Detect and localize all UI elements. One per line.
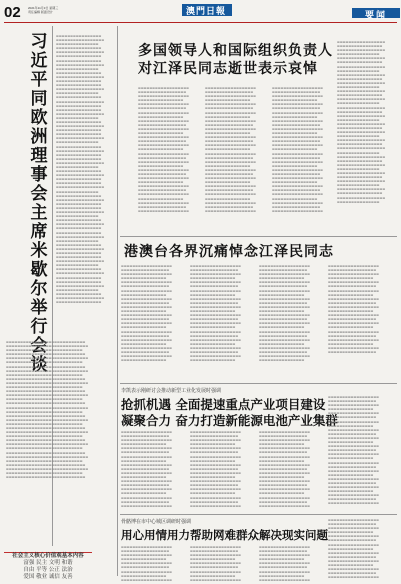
date-meta xyxy=(28,6,88,14)
bottom-story-col-2 xyxy=(190,430,256,510)
mid-story-col-2 xyxy=(190,264,256,380)
bottom-story-col-4 xyxy=(328,395,397,510)
body-text-placeholder: ▬▬▬▬▬▬▬▬▬▬▬▬▬▬▬▬▬▬ ▬▬▬▬▬▬▬▬▬▬▬▬▬▬▬▬▬ ▬▬▬▬▬▬▬▬▬▬▬▬▬▬▬▬▬▬ ▬▬▬▬▬▬▬▬▬▬▬▬▬▬▬▬ ▬▬▬▬▬▬▬▬▬▬▬▬▬▬▬▬▬▬ ▬▬▬▬▬▬▬▬▬▬▬▬▬▬▬▬▬ ▬▬▬▬▬▬▬▬▬▬▬▬▬▬▬▬▬▬ ▬▬▬▬▬▬▬▬▬▬▬▬▬▬▬▬ ▬▬▬▬▬▬▬▬▬▬▬▬▬▬▬▬▬▬ ▬▬▬▬▬▬▬▬▬▬▬▬▬▬▬▬▬ ▬▬▬▬▬▬▬▬▬▬▬▬▬▬▬▬▬▬ ▬▬▬▬▬▬▬▬▬▬▬▬▬▬▬▬ ▬▬▬▬▬▬▬▬▬▬▬▬▬▬▬▬▬▬ ▬▬▬▬▬▬▬▬▬▬▬▬▬▬▬▬▬ ▬▬▬▬▬▬▬▬▬▬▬▬▬▬▬▬▬▬ ▬▬▬▬▬▬▬▬▬▬▬▬▬▬▬▬ ▬▬▬▬▬▬▬▬▬▬▬▬▬▬▬▬▬▬ ▬▬▬▬▬▬▬▬▬▬▬▬▬▬▬▬▬ ▬▬▬▬▬▬▬▬▬▬▬▬▬▬▬▬▬▬ xyxy=(259,430,311,508)
bottom-story-kicker: 李凯表示刚研讨会推动新型工业化发展时强调 xyxy=(121,388,222,394)
body-text-placeholder: ▬▬▬▬▬▬▬▬▬▬▬▬▬▬▬▬▬▬ ▬▬▬▬▬▬▬▬▬▬▬▬▬▬▬▬▬ ▬▬▬▬▬▬▬▬▬▬▬▬▬▬▬▬▬▬ ▬▬▬▬▬▬▬▬▬▬▬▬▬▬▬▬ ▬▬▬▬▬▬▬▬▬▬▬▬▬▬▬▬▬▬ ▬▬▬▬▬▬▬▬▬▬▬▬▬▬▬▬▬ ▬▬▬▬▬▬▬▬▬▬▬▬▬▬▬▬▬▬ ▬▬▬▬▬▬▬▬▬▬▬▬▬▬▬▬ ▬▬▬▬▬▬▬▬▬▬▬▬▬▬▬▬▬▬ ▬▬▬▬▬▬▬▬▬▬▬▬▬▬▬▬▬ ▬▬▬▬▬▬▬▬▬▬▬▬▬▬▬▬▬▬ ▬▬▬▬▬▬▬▬▬▬▬▬▬▬▬▬ ▬▬▬▬▬▬▬▬▬▬▬▬▬▬▬▬▬▬ ▬▬▬▬▬▬▬▬▬▬▬▬▬▬▬▬▬ ▬▬▬▬▬▬▬▬▬▬▬▬▬▬▬▬▬▬ ▬▬▬▬▬▬▬▬▬▬▬▬▬▬▬▬ ▬▬▬▬▬▬▬▬▬▬▬▬▬▬▬▬▬▬ ▬▬▬▬▬▬▬▬▬▬▬▬▬▬▬▬▬ ▬▬▬▬▬▬▬▬▬▬▬▬▬▬▬▬▬▬ xyxy=(121,430,173,508)
top-story-col-1 xyxy=(138,86,202,231)
top-story-col-4 xyxy=(337,40,397,231)
lead-body-col-2 xyxy=(6,340,114,545)
body-text-placeholder: ▬▬▬▬▬▬▬▬▬▬▬▬▬▬▬▬▬▬ ▬▬▬▬▬▬▬▬▬▬▬▬▬▬▬▬▬ ▬▬▬▬▬▬▬▬▬▬▬▬▬▬▬▬▬▬ ▬▬▬▬▬▬▬▬▬▬▬▬▬▬▬▬ ▬▬▬▬▬▬▬▬▬▬▬▬▬▬▬▬▬▬ ▬▬▬▬▬▬▬▬▬▬▬▬▬▬▬▬▬ ▬▬▬▬▬▬▬▬▬▬▬▬▬▬▬▬▬▬ ▬▬▬▬▬▬▬▬▬▬▬▬▬▬▬▬ ▬▬▬▬▬▬▬▬▬▬▬▬▬▬▬▬▬▬ xyxy=(259,545,311,582)
top-story-headline-line-1: 多国领导人和国际组织负责人 xyxy=(138,43,333,59)
column-divider xyxy=(117,26,118,576)
body-text-placeholder: ▬▬▬▬▬▬▬▬▬▬▬▬▬▬▬▬▬▬ ▬▬▬▬▬▬▬▬▬▬▬▬▬▬▬▬▬ ▬▬▬▬▬▬▬▬▬▬▬▬▬▬▬▬▬▬ ▬▬▬▬▬▬▬▬▬▬▬▬▬▬▬▬ ▬▬▬▬▬▬▬▬▬▬▬▬▬▬▬▬▬▬ ▬▬▬▬▬▬▬▬▬▬▬▬▬▬▬▬▬ ▬▬▬▬▬▬▬▬▬▬▬▬▬▬▬▬▬▬ ▬▬▬▬▬▬▬▬▬▬▬▬▬▬▬▬ ▬▬▬▬▬▬▬▬▬▬▬▬▬▬▬▬▬▬ ▬▬▬▬▬▬▬▬▬▬▬▬▬▬▬▬▬ ▬▬▬▬▬▬▬▬▬▬▬▬▬▬▬▬▬▬ ▬▬▬▬▬▬▬▬▬▬▬▬▬▬▬▬ ▬▬▬▬▬▬▬▬▬▬▬▬▬▬▬▬▬▬ ▬▬▬▬▬▬▬▬▬▬▬▬▬▬▬▬▬ ▬▬▬▬▬▬▬▬▬▬▬▬▬▬▬▬▬▬ ▬▬▬▬▬▬▬▬▬▬▬▬▬▬▬▬ ▬▬▬▬▬▬▬▬▬▬▬▬▬▬▬▬▬▬ ▬▬▬▬▬▬▬▬▬▬▬▬▬▬▬▬▬ ▬▬▬▬▬▬▬▬▬▬▬▬▬▬▬▬▬▬ xyxy=(190,430,242,508)
editor-meta: 责任编辑 版面设计 xyxy=(28,10,53,14)
body-text-placeholder: ▬▬▬▬▬▬▬▬▬▬▬▬▬▬▬▬▬▬ ▬▬▬▬▬▬▬▬▬▬▬▬▬▬▬▬▬ ▬▬▬▬▬▬▬▬▬▬▬▬▬▬▬▬▬▬ ▬▬▬▬▬▬▬▬▬▬▬▬▬▬▬▬ ▬▬▬▬▬▬▬▬▬▬▬▬▬▬▬▬▬▬ ▬▬▬▬▬▬▬▬▬▬▬▬▬▬▬▬▬ ▬▬▬▬▬▬▬▬▬▬▬▬▬▬▬▬▬▬ ▬▬▬▬▬▬▬▬▬▬▬▬▬▬▬▬ ▬▬▬▬▬▬▬▬▬▬▬▬▬▬▬▬▬▬ ▬▬▬▬▬▬▬▬▬▬▬▬▬▬▬▬▬ ▬▬▬▬▬▬▬▬▬▬▬▬▬▬▬▬▬▬ ▬▬▬▬▬▬▬▬▬▬▬▬▬▬▬▬ ▬▬▬▬▬▬▬▬▬▬▬▬▬▬▬▬▬▬ ▬▬▬▬▬▬▬▬▬▬▬▬▬▬▬▬▬ ▬▬▬▬▬▬▬▬▬▬▬▬▬▬▬▬▬▬ ▬▬▬▬▬▬▬▬▬▬▬▬▬▬▬▬ ▬▬▬▬▬▬▬▬▬▬▬▬▬▬▬▬▬▬ ▬▬▬▬▬▬▬▬▬▬▬▬▬▬▬▬▬ ▬▬▬▬▬▬▬▬▬▬▬▬▬▬▬▬▬▬ ▬▬▬▬▬▬▬▬▬▬▬▬▬▬▬▬ ▬▬▬▬▬▬▬▬▬▬▬▬▬▬▬▬▬▬ ▬▬▬▬▬▬▬▬▬▬▬▬▬▬▬▬▬ ▬▬▬▬▬▬▬▬▬▬▬▬▬▬▬▬▬▬ ▬▬▬▬▬▬▬▬▬▬▬▬▬▬▬▬ xyxy=(121,264,173,363)
core-values-title: 社会主义核心价值观基本内容 xyxy=(12,553,84,559)
masthead-rule xyxy=(4,22,397,23)
body-text-placeholder: ▬▬▬▬▬▬▬▬▬▬▬▬▬▬▬▬▬▬ ▬▬▬▬▬▬▬▬▬▬▬▬▬▬▬▬▬ ▬▬▬▬▬▬▬▬▬▬▬▬▬▬▬▬▬▬ ▬▬▬▬▬▬▬▬▬▬▬▬▬▬▬▬ ▬▬▬▬▬▬▬▬▬▬▬▬▬▬▬▬▬▬ ▬▬▬▬▬▬▬▬▬▬▬▬▬▬▬▬▬ ▬▬▬▬▬▬▬▬▬▬▬▬▬▬▬▬▬▬ ▬▬▬▬▬▬▬▬▬▬▬▬▬▬▬▬ ▬▬▬▬▬▬▬▬▬▬▬▬▬▬▬▬▬▬ ▬▬▬▬▬▬▬▬▬▬▬▬▬▬▬▬▬ ▬▬▬▬▬▬▬▬▬▬▬▬▬▬▬▬▬▬ ▬▬▬▬▬▬▬▬▬▬▬▬▬▬▬▬ ▬▬▬▬▬▬▬▬▬▬▬▬▬▬▬▬▬▬ ▬▬▬▬▬▬▬▬▬▬▬▬▬▬▬▬▬ ▬▬▬▬▬▬▬▬▬▬▬▬▬▬▬▬▬▬ ▬▬▬▬▬▬▬▬▬▬▬▬▬▬▬▬ ▬▬▬▬▬▬▬▬▬▬▬▬▬▬▬▬▬▬ ▬▬▬▬▬▬▬▬▬▬▬▬▬▬▬▬▬ ▬▬▬▬▬▬▬▬▬▬▬▬▬▬▬▬▬▬ ▬▬▬▬▬▬▬▬▬▬▬▬▬▬▬▬ ▬▬▬▬▬▬▬▬▬▬▬▬▬▬▬▬▬▬ ▬▬▬▬▬▬▬▬▬▬▬▬▬▬▬▬▬ ▬▬▬▬▬▬▬▬▬▬▬▬▬▬▬▬▬▬ ▬▬▬▬▬▬▬▬▬▬▬▬▬▬▬▬ ▬▬▬▬▬▬▬▬▬▬▬▬▬▬▬▬▬▬ ▬▬▬▬▬▬▬▬▬▬▬▬▬▬▬▬▬ ▬▬▬▬▬▬▬▬▬▬▬▬▬▬▬▬▬▬ ▬▬▬▬▬▬▬▬▬▬▬▬▬▬▬▬ ▬▬▬▬▬▬▬▬▬▬▬▬▬▬▬▬▬▬ ▬▬▬▬▬▬▬▬▬▬▬▬▬▬▬▬▬ ▬▬▬▬▬▬▬▬▬▬▬▬▬▬▬▬▬▬ xyxy=(138,86,190,213)
masthead xyxy=(0,0,401,30)
last-story-col-4 xyxy=(328,518,397,582)
body-text-placeholder: ▬▬▬▬▬▬▬▬▬▬▬▬▬▬▬▬▬▬ ▬▬▬▬▬▬▬▬▬▬▬▬▬▬▬▬▬ ▬▬▬▬▬▬▬▬▬▬▬▬▬▬▬▬▬▬ ▬▬▬▬▬▬▬▬▬▬▬▬▬▬▬▬ ▬▬▬▬▬▬▬▬▬▬▬▬▬▬▬▬▬▬ ▬▬▬▬▬▬▬▬▬▬▬▬▬▬▬▬▬ ▬▬▬▬▬▬▬▬▬▬▬▬▬▬▬▬▬▬ ▬▬▬▬▬▬▬▬▬▬▬▬▬▬▬▬ ▬▬▬▬▬▬▬▬▬▬▬▬▬▬▬▬▬▬ xyxy=(121,545,173,582)
core-values-line: 自由 平等 公正 法治 xyxy=(23,567,73,573)
top-story-col-3 xyxy=(272,86,334,231)
mid-story-col-3 xyxy=(259,264,325,380)
bottom-story-headline-line-2: 凝聚合力 奋力打造新能源电池产业集群 xyxy=(121,413,338,428)
last-story-headline: 用心用情用力帮助网难群众解决现实问题 xyxy=(121,528,328,542)
issue-date: 2021年11月3日 星期三 xyxy=(28,6,59,10)
body-text-placeholder: ▬▬▬▬▬▬▬▬▬▬▬▬▬▬▬▬▬▬ ▬▬▬▬▬▬▬▬▬▬▬▬▬▬▬▬▬ ▬▬▬▬▬▬▬▬▬▬▬▬▬▬▬▬▬▬ ▬▬▬▬▬▬▬▬▬▬▬▬▬▬▬▬ ▬▬▬▬▬▬▬▬▬▬▬▬▬▬▬▬▬▬ ▬▬▬▬▬▬▬▬▬▬▬▬▬▬▬▬▬ ▬▬▬▬▬▬▬▬▬▬▬▬▬▬▬▬▬▬ ▬▬▬▬▬▬▬▬▬▬▬▬▬▬▬▬ ▬▬▬▬▬▬▬▬▬▬▬▬▬▬▬▬▬▬ xyxy=(190,545,242,582)
body-text-placeholder: ▬▬▬▬▬▬▬▬▬▬▬▬▬▬▬▬▬▬ ▬▬▬▬▬▬▬▬▬▬▬▬▬▬▬▬▬ ▬▬▬▬▬▬▬▬▬▬▬▬▬▬▬▬▬▬ ▬▬▬▬▬▬▬▬▬▬▬▬▬▬▬▬ ▬▬▬▬▬▬▬▬▬▬▬▬▬▬▬▬▬▬ ▬▬▬▬▬▬▬▬▬▬▬▬▬▬▬▬▬ ▬▬▬▬▬▬▬▬▬▬▬▬▬▬▬▬▬▬ ▬▬▬▬▬▬▬▬▬▬▬▬▬▬▬▬ ▬▬▬▬▬▬▬▬▬▬▬▬▬▬▬▬▬▬ ▬▬▬▬▬▬▬▬▬▬▬▬▬▬▬▬▬ ▬▬▬▬▬▬▬▬▬▬▬▬▬▬▬▬▬▬ ▬▬▬▬▬▬▬▬▬▬▬▬▬▬▬▬ ▬▬▬▬▬▬▬▬▬▬▬▬▬▬▬▬▬▬ ▬▬▬▬▬▬▬▬▬▬▬▬▬▬▬▬▬ ▬▬▬▬▬▬▬▬▬▬▬▬▬▬▬▬▬▬ ▬▬▬▬▬▬▬▬▬▬▬▬▬▬▬▬ ▬▬▬▬▬▬▬▬▬▬▬▬▬▬▬▬▬▬ ▬▬▬▬▬▬▬▬▬▬▬▬▬▬▬▬▬ ▬▬▬▬▬▬▬▬▬▬▬▬▬▬▬▬▬▬ ▬▬▬▬▬▬▬▬▬▬▬▬▬▬▬▬ ▬▬▬▬▬▬▬▬▬▬▬▬▬▬▬▬▬▬ ▬▬▬▬▬▬▬▬▬▬▬▬▬▬▬▬▬ ▬▬▬▬▬▬▬▬▬▬▬▬▬▬▬▬▬▬ ▬▬▬▬▬▬▬▬▬▬▬▬▬▬▬▬ xyxy=(190,264,242,363)
page-number: 02 xyxy=(4,4,21,21)
mid-story-headline: 港澳台各界沉痛悼念江泽民同志 xyxy=(124,244,334,260)
bottom-story-headline-line-1: 抢抓机遇 全面提速重点产业项目建设 xyxy=(121,397,326,412)
lead-headline: 习近平同欧洲理事会主席米歇尔举行会谈 xyxy=(30,32,48,375)
body-text-placeholder: ▬▬▬▬▬▬▬▬▬▬▬▬▬▬▬▬▬▬ ▬▬▬▬▬▬▬▬▬▬▬▬▬▬▬▬▬ ▬▬▬▬▬▬▬▬▬▬▬▬▬▬▬▬▬▬ ▬▬▬▬▬▬▬▬▬▬▬▬▬▬▬▬ ▬▬▬▬▬▬▬▬▬▬▬▬▬▬▬▬▬▬ ▬▬▬▬▬▬▬▬▬▬▬▬▬▬▬▬▬ ▬▬▬▬▬▬▬▬▬▬▬▬▬▬▬▬▬▬ ▬▬▬▬▬▬▬▬▬▬▬▬▬▬▬▬ ▬▬▬▬▬▬▬▬▬▬▬▬▬▬▬▬▬▬ ▬▬▬▬▬▬▬▬▬▬▬▬▬▬▬▬▬ ▬▬▬▬▬▬▬▬▬▬▬▬▬▬▬▬▬▬ ▬▬▬▬▬▬▬▬▬▬▬▬▬▬▬▬ ▬▬▬▬▬▬▬▬▬▬▬▬▬▬▬▬▬▬ ▬▬▬▬▬▬▬▬▬▬▬▬▬▬▬▬▬ ▬▬▬▬▬▬▬▬▬▬▬▬▬▬▬▬▬▬ ▬▬▬▬▬▬▬▬▬▬▬▬▬▬▬▬ ▬▬▬▬▬▬▬▬▬▬▬▬▬▬▬▬▬▬ ▬▬▬▬▬▬▬▬▬▬▬▬▬▬▬▬▬ ▬▬▬▬▬▬▬▬▬▬▬▬▬▬▬▬▬▬ ▬▬▬▬▬▬▬▬▬▬▬▬▬▬▬▬ ▬▬▬▬▬▬▬▬▬▬▬▬▬▬▬▬▬▬ ▬▬▬▬▬▬▬▬▬▬▬▬▬▬▬▬▬ ▬▬▬▬▬▬▬▬▬▬▬▬▬▬▬▬▬▬ ▬▬▬▬▬▬▬▬▬▬▬▬▬▬▬▬ xyxy=(259,264,311,363)
bottom-story-col-1 xyxy=(121,430,187,510)
section-rule xyxy=(120,236,397,237)
body-text-placeholder: ▬▬▬▬▬▬▬▬▬▬▬▬▬▬▬▬▬▬ ▬▬▬▬▬▬▬▬▬▬▬▬▬▬▬▬▬ ▬▬▬▬▬▬▬▬▬▬▬▬▬▬▬▬▬▬ ▬▬▬▬▬▬▬▬▬▬▬▬▬▬▬▬ ▬▬▬▬▬▬▬▬▬▬▬▬▬▬▬▬▬▬ ▬▬▬▬▬▬▬▬▬▬▬▬▬▬▬▬▬ ▬▬▬▬▬▬▬▬▬▬▬▬▬▬▬▬▬▬ ▬▬▬▬▬▬▬▬▬▬▬▬▬▬▬▬ ▬▬▬▬▬▬▬▬▬▬▬▬▬▬▬▬▬▬ ▬▬▬▬▬▬▬▬▬▬▬▬▬▬▬▬▬ ▬▬▬▬▬▬▬▬▬▬▬▬▬▬▬▬▬▬ ▬▬▬▬▬▬▬▬▬▬▬▬▬▬▬▬ ▬▬▬▬▬▬▬▬▬▬▬▬▬▬▬▬▬▬ ▬▬▬▬▬▬▬▬▬▬▬▬▬▬▬▬▬ ▬▬▬▬▬▬▬▬▬▬▬▬▬▬▬▬▬▬ ▬▬▬▬▬▬▬▬▬▬▬▬▬▬▬▬ ▬▬▬▬▬▬▬▬▬▬▬▬▬▬▬▬▬▬ ▬▬▬▬▬▬▬▬▬▬▬▬▬▬▬▬▬ ▬▬▬▬▬▬▬▬▬▬▬▬▬▬▬▬▬▬ ▬▬▬▬▬▬▬▬▬▬▬▬▬▬▬▬ ▬▬▬▬▬▬▬▬▬▬▬▬▬▬▬▬▬▬ ▬▬▬▬▬▬▬▬▬▬▬▬▬▬▬▬▬ ▬▬▬▬▬▬▬▬▬▬▬▬▬▬▬▬▬▬ ▬▬▬▬▬▬▬▬▬▬▬▬▬▬▬▬ ▬▬▬▬▬▬▬▬▬▬▬▬▬▬▬▬▬▬ ▬▬▬▬▬▬▬▬▬▬▬▬▬▬▬▬▬ ▬▬▬▬▬▬▬▬▬▬▬▬▬▬▬▬▬▬ ▬▬▬▬▬▬▬▬▬▬▬▬▬▬▬▬ ▬▬▬▬▬▬▬▬▬▬▬▬▬▬▬▬▬▬ ▬▬▬▬▬▬▬▬▬▬▬▬▬▬▬▬▬ ▬▬▬▬▬▬▬▬▬▬▬▬▬▬▬▬▬▬ xyxy=(272,86,324,213)
body-text-placeholder: ▬▬▬▬▬▬▬▬▬▬▬▬▬▬▬▬▬▬ ▬▬▬▬▬▬▬▬▬▬▬▬▬▬▬▬▬ ▬▬▬▬▬▬▬▬▬▬▬▬▬▬▬▬▬▬ ▬▬▬▬▬▬▬▬▬▬▬▬▬▬▬▬ ▬▬▬▬▬▬▬▬▬▬▬▬▬▬▬▬▬▬ ▬▬▬▬▬▬▬▬▬▬▬▬▬▬▬▬▬ ▬▬▬▬▬▬▬▬▬▬▬▬▬▬▬▬▬▬ ▬▬▬▬▬▬▬▬▬▬▬▬▬▬▬▬ ▬▬▬▬▬▬▬▬▬▬▬▬▬▬▬▬▬▬ ▬▬▬▬▬▬▬▬▬▬▬▬▬▬▬▬▬ ▬▬▬▬▬▬▬▬▬▬▬▬▬▬▬▬▬▬ ▬▬▬▬▬▬▬▬▬▬▬▬▬▬▬▬ ▬▬▬▬▬▬▬▬▬▬▬▬▬▬▬▬▬▬ ▬▬▬▬▬▬▬▬▬▬▬▬▬▬▬▬▬ ▬▬▬▬▬▬▬▬▬▬▬▬▬▬▬▬▬▬ ▬▬▬▬▬▬▬▬▬▬▬▬▬▬▬▬ ▬▬▬▬▬▬▬▬▬▬▬▬▬▬▬▬▬▬ ▬▬▬▬▬▬▬▬▬▬▬▬▬▬▬▬▬ ▬▬▬▬▬▬▬▬▬▬▬▬▬▬▬▬▬▬ ▬▬▬▬▬▬▬▬▬▬▬▬▬▬▬▬ ▬▬▬▬▬▬▬▬▬▬▬▬▬▬▬▬▬▬ ▬▬▬▬▬▬▬▬▬▬▬▬▬▬▬▬▬ ▬▬▬▬▬▬▬▬▬▬▬▬▬▬▬▬▬▬ ▬▬▬▬▬▬▬▬▬▬▬▬▬▬▬▬ ▬▬▬▬▬▬▬▬▬▬▬▬▬▬▬▬▬▬ ▬▬▬▬▬▬▬▬▬▬▬▬▬▬▬▬▬ ▬▬▬▬▬▬▬▬▬▬▬▬▬▬▬▬▬▬ ▬▬▬▬▬▬▬▬▬▬▬▬▬▬▬▬ ▬▬▬▬▬▬▬▬▬▬▬▬▬▬▬▬▬▬ ▬▬▬▬▬▬▬▬▬▬▬▬▬▬▬▬▬ ▬▬▬▬▬▬▬▬▬▬▬▬▬▬▬▬▬▬ xyxy=(205,86,257,213)
body-text-placeholder: ▬▬▬▬▬▬▬▬▬▬▬▬▬▬▬▬▬▬ ▬▬▬▬▬▬▬▬▬▬▬▬▬▬▬▬▬ ▬▬▬▬▬▬▬▬▬▬▬▬▬▬▬▬▬▬ ▬▬▬▬▬▬▬▬▬▬▬▬▬▬▬▬ ▬▬▬▬▬▬▬▬▬▬▬▬▬▬▬▬▬▬ ▬▬▬▬▬▬▬▬▬▬▬▬▬▬▬▬▬ ▬▬▬▬▬▬▬▬▬▬▬▬▬▬▬▬▬▬ ▬▬▬▬▬▬▬▬▬▬▬▬▬▬▬▬ ▬▬▬▬▬▬▬▬▬▬▬▬▬▬▬▬▬▬ ▬▬▬▬▬▬▬▬▬▬▬▬▬▬▬▬▬ ▬▬▬▬▬▬▬▬▬▬▬▬▬▬▬▬▬▬ ▬▬▬▬▬▬▬▬▬▬▬▬▬▬▬▬ ▬▬▬▬▬▬▬▬▬▬▬▬▬▬▬▬▬▬ ▬▬▬▬▬▬▬▬▬▬▬▬▬▬▬▬▬ ▬▬▬▬▬▬▬▬▬▬▬▬▬▬▬▬▬▬ ▬▬▬▬▬▬▬▬▬▬▬▬▬▬▬▬ ▬▬▬▬▬▬▬▬▬▬▬▬▬▬▬▬▬▬ ▬▬▬▬▬▬▬▬▬▬▬▬▬▬▬▬▬ ▬▬▬▬▬▬▬▬▬▬▬▬▬▬▬▬▬▬ ▬▬▬▬▬▬▬▬▬▬▬▬▬▬▬▬ ▬▬▬▬▬▬▬▬▬▬▬▬▬▬▬▬▬▬ ▬▬▬▬▬▬▬▬▬▬▬▬▬▬▬▬▬ ▬▬▬▬▬▬▬▬▬▬▬▬▬▬▬▬▬▬ ▬▬▬▬▬▬▬▬▬▬▬▬▬▬▬▬ ▬▬▬▬▬▬▬▬▬▬▬▬▬▬▬▬▬▬ ▬▬▬▬▬▬▬▬▬▬▬▬▬▬▬▬▬ ▬▬▬▬▬▬▬▬▬▬▬▬▬▬▬▬▬▬ xyxy=(328,395,380,506)
body-text-placeholder: ▬▬▬▬▬▬▬▬▬▬▬▬▬▬▬▬▬▬ ▬▬▬▬▬▬▬▬▬▬▬▬▬▬▬▬▬ ▬▬▬▬▬▬▬▬▬▬▬▬▬▬▬▬▬▬ ▬▬▬▬▬▬▬▬▬▬▬▬▬▬▬▬ ▬▬▬▬▬▬▬▬▬▬▬▬▬▬▬▬▬▬ ▬▬▬▬▬▬▬▬▬▬▬▬▬▬▬▬▬ ▬▬▬▬▬▬▬▬▬▬▬▬▬▬▬▬▬▬ ▬▬▬▬▬▬▬▬▬▬▬▬▬▬▬▬ ▬▬▬▬▬▬▬▬▬▬▬▬▬▬▬▬▬▬ ▬▬▬▬▬▬▬▬▬▬▬▬▬▬▬▬▬ ▬▬▬▬▬▬▬▬▬▬▬▬▬▬▬▬▬▬ ▬▬▬▬▬▬▬▬▬▬▬▬▬▬▬▬ ▬▬▬▬▬▬▬▬▬▬▬▬▬▬▬▬▬▬ ▬▬▬▬▬▬▬▬▬▬▬▬▬▬▬▬▬ ▬▬▬▬▬▬▬▬▬▬▬▬▬▬▬▬▬▬ ▬▬▬▬▬▬▬▬▬▬▬▬▬▬▬▬ ▬▬▬▬▬▬▬▬▬▬▬▬▬▬▬▬▬▬ ▬▬▬▬▬▬▬▬▬▬▬▬▬▬▬▬▬ ▬▬▬▬▬▬▬▬▬▬▬▬▬▬▬▬▬▬ ▬▬▬▬▬▬▬▬▬▬▬▬▬▬▬▬ ▬▬▬▬▬▬▬▬▬▬▬▬▬▬▬▬▬▬ ▬▬▬▬▬▬▬▬▬▬▬▬▬▬▬▬▬ xyxy=(328,264,380,354)
body-text-placeholder: ▬▬▬▬▬▬▬▬▬▬▬▬▬▬▬▬▬▬ ▬▬▬▬▬▬▬▬▬▬▬▬▬▬▬▬▬ ▬▬▬▬▬▬▬▬▬▬▬▬▬▬▬▬▬▬ ▬▬▬▬▬▬▬▬▬▬▬▬▬▬▬▬ ▬▬▬▬▬▬▬▬▬▬▬▬▬▬▬▬▬▬ ▬▬▬▬▬▬▬▬▬▬▬▬▬▬▬▬▬ ▬▬▬▬▬▬▬▬▬▬▬▬▬▬▬▬▬▬ ▬▬▬▬▬▬▬▬▬▬▬▬▬▬▬▬ ▬▬▬▬▬▬▬▬▬▬▬▬▬▬▬▬▬▬ ▬▬▬▬▬▬▬▬▬▬▬▬▬▬▬▬▬ ▬▬▬▬▬▬▬▬▬▬▬▬▬▬▬▬▬▬ ▬▬▬▬▬▬▬▬▬▬▬▬▬▬▬▬ ▬▬▬▬▬▬▬▬▬▬▬▬▬▬▬▬▬▬ ▬▬▬▬▬▬▬▬▬▬▬▬▬▬▬▬▬ ▬▬▬▬▬▬▬▬▬▬▬▬▬▬▬▬▬▬ xyxy=(328,518,380,580)
section-name: 要闻 xyxy=(365,11,388,21)
section-rule xyxy=(120,383,397,384)
last-story-col-2 xyxy=(190,545,256,582)
section-rule xyxy=(120,514,397,515)
last-story-kicker: 骨骼博在市中心城区调研时强调 xyxy=(121,519,192,525)
top-story-headline-line-2: 对江泽民同志逝世表示哀悼 xyxy=(138,61,318,77)
top-story-col-2 xyxy=(205,86,269,231)
last-story-col-3 xyxy=(259,545,325,582)
mid-story-col-1 xyxy=(121,264,187,380)
core-values-line: 爱国 敬业 诚信 友善 xyxy=(23,574,73,580)
last-story-col-1 xyxy=(121,545,187,582)
newspaper-logo: 澳門日報 xyxy=(186,7,227,17)
bottom-story-col-3 xyxy=(259,430,325,510)
body-text-placeholder: ▬▬▬▬▬▬▬▬▬▬▬▬▬▬▬▬▬▬▬▬▬▬▬▬▬▬▬▬ ▬▬▬▬▬▬▬▬▬▬▬▬▬▬▬▬▬▬▬▬▬▬▬▬▬▬▬▬▬ ▬▬▬▬▬▬▬▬▬▬▬▬▬▬▬▬▬▬▬▬▬▬▬▬▬▬▬ ▬▬▬▬▬▬▬▬▬▬▬▬▬▬▬▬▬▬▬▬▬▬▬▬▬▬▬▬ ▬▬▬▬▬▬▬▬▬▬▬▬▬▬▬▬▬▬▬▬▬▬▬▬▬▬▬▬▬ ▬▬▬▬▬▬▬▬▬▬▬▬▬▬▬▬▬▬▬▬▬▬▬▬▬▬▬ ▬▬▬▬▬▬▬▬▬▬▬▬▬▬▬▬▬▬▬▬▬▬▬▬▬▬▬▬ ▬▬▬▬▬▬▬▬▬▬▬▬▬▬▬▬▬▬▬▬▬▬▬▬▬▬▬▬▬ ▬▬▬▬▬▬▬▬▬▬▬▬▬▬▬▬▬▬▬▬▬▬▬▬▬▬▬ ▬▬▬▬▬▬▬▬▬▬▬▬▬▬▬▬▬▬▬▬▬▬▬▬▬▬▬▬ ▬▬▬▬▬▬▬▬▬▬▬▬▬▬▬▬▬▬▬▬▬▬▬▬▬▬▬▬▬ ▬▬▬▬▬▬▬▬▬▬▬▬▬▬▬▬▬▬▬▬▬▬▬▬▬▬▬ ▬▬▬▬▬▬▬▬▬▬▬▬▬▬▬▬▬▬▬▬▬▬▬▬▬▬▬▬ ▬▬▬▬▬▬▬▬▬▬▬▬▬▬▬▬▬▬▬▬▬▬▬▬▬▬▬▬▬ ▬▬▬▬▬▬▬▬▬▬▬▬▬▬▬▬▬▬▬▬▬▬▬▬▬▬▬ ▬▬▬▬▬▬▬▬▬▬▬▬▬▬▬▬▬▬▬▬▬▬▬▬▬▬▬▬ ▬▬▬▬▬▬▬▬▬▬▬▬▬▬▬▬▬▬▬▬▬▬▬▬▬▬▬▬▬ ▬▬▬▬▬▬▬▬▬▬▬▬▬▬▬▬▬▬▬▬▬▬▬▬▬▬▬ ▬▬▬▬▬▬▬▬▬▬▬▬▬▬▬▬▬▬▬▬▬▬▬▬▬▬▬▬ ▬▬▬▬▬▬▬▬▬▬▬▬▬▬▬▬▬▬▬▬▬▬▬▬▬▬▬▬▬ ▬▬▬▬▬▬▬▬▬▬▬▬▬▬▬▬▬▬▬▬▬▬▬▬▬▬▬ ▬▬▬▬▬▬▬▬▬▬▬▬▬▬▬▬▬▬▬▬▬▬▬▬▬▬▬▬ ▬▬▬▬▬▬▬▬▬▬▬▬▬▬▬▬▬▬▬▬▬▬▬▬▬▬▬▬▬ ▬▬▬▬▬▬▬▬▬▬▬▬▬▬▬▬▬▬▬▬▬▬▬▬▬▬▬ ▬▬▬▬▬▬▬▬▬▬▬▬▬▬▬▬▬▬▬▬▬▬▬▬▬▬▬▬ ▬▬▬▬▬▬▬▬▬▬▬▬▬▬▬▬▬▬▬▬▬▬▬▬▬▬▬▬▬ ▬▬▬▬▬▬▬▬▬▬▬▬▬▬▬▬▬▬▬▬▬▬▬▬▬▬▬ ▬▬▬▬▬▬▬▬▬▬▬▬▬▬▬▬▬▬▬▬▬▬▬▬▬▬▬▬ ▬▬▬▬▬▬▬▬▬▬▬▬▬▬▬▬▬▬▬▬▬▬▬▬▬▬▬▬▬ ▬▬▬▬▬▬▬▬▬▬▬▬▬▬▬▬▬▬▬▬▬▬▬▬▬▬▬ ▬▬▬▬▬▬▬▬▬▬▬▬▬▬▬▬▬▬▬▬▬▬▬▬▬▬▬▬ ▬▬▬▬▬▬▬▬▬▬▬▬▬▬▬▬▬▬▬▬▬▬▬▬▬▬▬▬▬ ▬▬▬▬▬▬▬▬▬▬▬▬▬▬▬▬▬▬▬▬▬▬▬▬▬▬▬ ▬▬▬▬▬▬▬▬▬▬▬▬▬▬▬▬▬▬▬▬▬▬▬▬▬▬▬▬ xyxy=(6,340,89,480)
core-values-box xyxy=(4,552,92,583)
body-text-placeholder: ▬▬▬▬▬▬▬▬▬▬▬▬▬▬▬▬ ▬▬▬▬▬▬▬▬▬▬▬▬▬▬▬▬▬ ▬▬▬▬▬▬▬▬▬▬▬▬▬▬▬ ▬▬▬▬▬▬▬▬▬▬▬▬▬▬▬▬ ▬▬▬▬▬▬▬▬▬▬▬▬▬▬▬▬▬ ▬▬▬▬▬▬▬▬▬▬▬▬▬▬▬▬ ▬▬▬▬▬▬▬▬▬▬▬▬▬▬▬▬ ▬▬▬▬▬▬▬▬▬▬▬▬▬▬▬▬▬ ▬▬▬▬▬▬▬▬▬▬▬▬▬▬▬ ▬▬▬▬▬▬▬▬▬▬▬▬▬▬▬▬ ▬▬▬▬▬▬▬▬▬▬▬▬▬▬▬▬▬ ▬▬▬▬▬▬▬▬▬▬▬▬▬▬▬▬ ▬▬▬▬▬▬▬▬▬▬▬▬▬▬▬▬ ▬▬▬▬▬▬▬▬▬▬▬▬▬▬▬▬▬ ▬▬▬▬▬▬▬▬▬▬▬▬▬▬▬ ▬▬▬▬▬▬▬▬▬▬▬▬▬▬▬▬ ▬▬▬▬▬▬▬▬▬▬▬▬▬▬▬▬▬ ▬▬▬▬▬▬▬▬▬▬▬▬▬▬▬▬ ▬▬▬▬▬▬▬▬▬▬▬▬▬▬▬▬ ▬▬▬▬▬▬▬▬▬▬▬▬▬▬▬▬▬ ▬▬▬▬▬▬▬▬▬▬▬▬▬▬▬ ▬▬▬▬▬▬▬▬▬▬▬▬▬▬▬▬ ▬▬▬▬▬▬▬▬▬▬▬▬▬▬▬▬▬ ▬▬▬▬▬▬▬▬▬▬▬▬▬▬▬▬ ▬▬▬▬▬▬▬▬▬▬▬▬▬▬▬▬ ▬▬▬▬▬▬▬▬▬▬▬▬▬▬▬▬▬ ▬▬▬▬▬▬▬▬▬▬▬▬▬▬▬ ▬▬▬▬▬▬▬▬▬▬▬▬▬▬▬▬ ▬▬▬▬▬▬▬▬▬▬▬▬▬▬▬▬▬ ▬▬▬▬▬▬▬▬▬▬▬▬▬▬▬▬ ▬▬▬▬▬▬▬▬▬▬▬▬▬▬▬▬ ▬▬▬▬▬▬▬▬▬▬▬▬▬▬▬▬▬ ▬▬▬▬▬▬▬▬▬▬▬▬▬▬▬ ▬▬▬▬▬▬▬▬▬▬▬▬▬▬▬▬ ▬▬▬▬▬▬▬▬▬▬▬▬▬▬▬▬▬ ▬▬▬▬▬▬▬▬▬▬▬▬▬▬▬▬ ▬▬▬▬▬▬▬▬▬▬▬▬▬▬▬▬ ▬▬▬▬▬▬▬▬▬▬▬▬▬▬▬▬▬ ▬▬▬▬▬▬▬▬▬▬▬▬▬▬▬ ▬▬▬▬▬▬▬▬▬▬▬▬▬▬▬▬ ▬▬▬▬▬▬▬▬▬▬▬▬▬▬▬▬▬ ▬▬▬▬▬▬▬▬▬▬▬▬▬▬▬▬ ▬▬▬▬▬▬▬▬▬▬▬▬▬▬▬▬ ▬▬▬▬▬▬▬▬▬▬▬▬▬▬▬▬▬ ▬▬▬▬▬▬▬▬▬▬▬▬▬▬▬ ▬▬▬▬▬▬▬▬▬▬▬▬▬▬▬▬ ▬▬▬▬▬▬▬▬▬▬▬▬▬▬▬▬▬ ▬▬▬▬▬▬▬▬▬▬▬▬▬▬▬▬ ▬▬▬▬▬▬▬▬▬▬▬▬▬▬▬▬ ▬▬▬▬▬▬▬▬▬▬▬▬▬▬▬▬▬ ▬▬▬▬▬▬▬▬▬▬▬▬▬▬▬ ▬▬▬▬▬▬▬▬▬▬▬▬▬▬▬▬ ▬▬▬▬▬▬▬▬▬▬▬▬▬▬▬▬▬ ▬▬▬▬▬▬▬▬▬▬▬▬▬▬▬▬ ▬▬▬▬▬▬▬▬▬▬▬▬▬▬▬▬ ▬▬▬▬▬▬▬▬▬▬▬▬▬▬▬▬▬ ▬▬▬▬▬▬▬▬▬▬▬▬▬▬▬ ▬▬▬▬▬▬▬▬▬▬▬▬▬▬▬▬ ▬▬▬▬▬▬▬▬▬▬▬▬▬▬▬▬▬ ▬▬▬▬▬▬▬▬▬▬▬▬▬▬▬▬ ▬▬▬▬▬▬▬▬▬▬▬▬▬▬▬▬ ▬▬▬▬▬▬▬▬▬▬▬▬▬▬▬▬▬ ▬▬▬▬▬▬▬▬▬▬▬▬▬▬▬ ▬▬▬▬▬▬▬▬▬▬▬▬▬▬▬▬ ▬▬▬▬▬▬▬▬▬▬▬▬▬▬▬▬▬ ▬▬▬▬▬▬▬▬▬▬▬▬▬▬▬▬ xyxy=(56,34,105,305)
mid-story-col-4 xyxy=(328,264,397,380)
core-values-line: 富强 民主 文明 和谐 xyxy=(23,560,73,566)
body-text-placeholder: ▬▬▬▬▬▬▬▬▬▬▬▬▬▬▬▬▬ ▬▬▬▬▬▬▬▬▬▬▬▬▬▬▬▬ ▬▬▬▬▬▬▬▬▬▬▬▬▬▬▬▬▬ ▬▬▬▬▬▬▬▬▬▬▬▬▬▬▬ ▬▬▬▬▬▬▬▬▬▬▬▬▬▬▬▬▬ ▬▬▬▬▬▬▬▬▬▬▬▬▬▬▬▬ ▬▬▬▬▬▬▬▬▬▬▬▬▬▬▬▬▬ ▬▬▬▬▬▬▬▬▬▬▬▬▬▬▬ ▬▬▬▬▬▬▬▬▬▬▬▬▬▬▬▬▬ ▬▬▬▬▬▬▬▬▬▬▬▬▬▬▬▬ ▬▬▬▬▬▬▬▬▬▬▬▬▬▬▬▬▬ ▬▬▬▬▬▬▬▬▬▬▬▬▬▬▬ ▬▬▬▬▬▬▬▬▬▬▬▬▬▬▬▬▬ ▬▬▬▬▬▬▬▬▬▬▬▬▬▬▬▬ ▬▬▬▬▬▬▬▬▬▬▬▬▬▬▬▬▬ ▬▬▬▬▬▬▬▬▬▬▬▬▬▬▬ ▬▬▬▬▬▬▬▬▬▬▬▬▬▬▬▬▬ ▬▬▬▬▬▬▬▬▬▬▬▬▬▬▬▬ ▬▬▬▬▬▬▬▬▬▬▬▬▬▬▬▬▬ ▬▬▬▬▬▬▬▬▬▬▬▬▬▬▬ ▬▬▬▬▬▬▬▬▬▬▬▬▬▬▬▬▬ ▬▬▬▬▬▬▬▬▬▬▬▬▬▬▬▬ ▬▬▬▬▬▬▬▬▬▬▬▬▬▬▬▬▬ ▬▬▬▬▬▬▬▬▬▬▬▬▬▬▬ ▬▬▬▬▬▬▬▬▬▬▬▬▬▬▬▬▬ ▬▬▬▬▬▬▬▬▬▬▬▬▬▬▬▬ ▬▬▬▬▬▬▬▬▬▬▬▬▬▬▬▬▬ ▬▬▬▬▬▬▬▬▬▬▬▬▬▬▬ ▬▬▬▬▬▬▬▬▬▬▬▬▬▬▬▬▬ ▬▬▬▬▬▬▬▬▬▬▬▬▬▬▬▬ ▬▬▬▬▬▬▬▬▬▬▬▬▬▬▬▬▬ ▬▬▬▬▬▬▬▬▬▬▬▬▬▬▬ ▬▬▬▬▬▬▬▬▬▬▬▬▬▬▬▬▬ ▬▬▬▬▬▬▬▬▬▬▬▬▬▬▬▬ ▬▬▬▬▬▬▬▬▬▬▬▬▬▬▬▬▬ ▬▬▬▬▬▬▬▬▬▬▬▬▬▬▬ ▬▬▬▬▬▬▬▬▬▬▬▬▬▬▬▬▬ ▬▬▬▬▬▬▬▬▬▬▬▬▬▬▬▬ ▬▬▬▬▬▬▬▬▬▬▬▬▬▬▬▬▬ ▬▬▬▬▬▬▬▬▬▬▬▬▬▬▬ xyxy=(337,40,386,204)
